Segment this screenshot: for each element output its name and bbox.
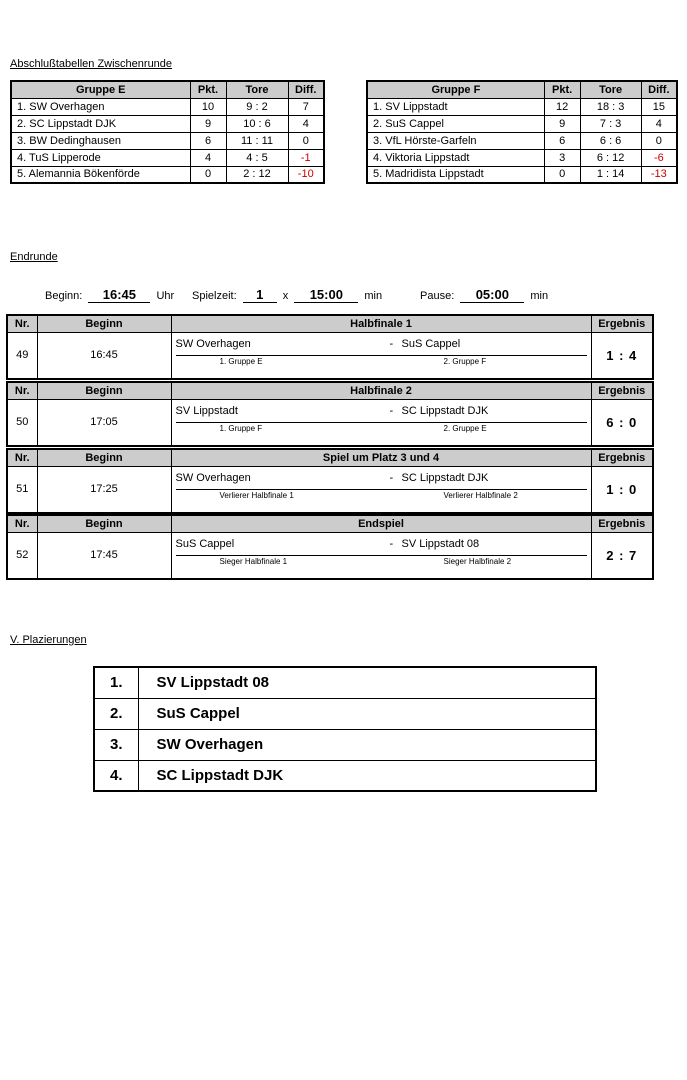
match4-nr: 52 — [7, 532, 37, 579]
spielzeit-value[interactable]: 15:00 — [294, 287, 358, 303]
group-f-tore-2: 7 : 3 — [580, 115, 641, 132]
placement-team-1: SV Lippstadt 08 — [138, 667, 596, 698]
group-e-team-2: 2. SC Lippstadt DJK — [11, 115, 190, 132]
match4-beginn: 17:45 — [37, 532, 171, 579]
placement-rank-3: 3. — [94, 729, 138, 760]
group-f-pkt-2: 9 — [544, 115, 580, 132]
group-f-team-2: 2. SuS Cappel — [367, 115, 544, 132]
match2-away-team: SC Lippstadt DJK — [401, 404, 489, 417]
match1-away-qualifier: 2. Gruppe F — [443, 356, 487, 366]
group-e-team-4: 4. TuS Lipperode — [11, 149, 190, 166]
table-row — [11, 149, 324, 166]
match3-qualifiers — [176, 489, 587, 510]
group-f-diff-2: 4 — [641, 115, 677, 132]
group-e-tore-1: 9 : 2 — [226, 98, 288, 115]
group-f-tore-5: 1 : 14 — [580, 166, 641, 183]
match2-pairing — [171, 399, 591, 446]
group-f-diff-3: 0 — [641, 132, 677, 149]
match1-result[interactable]: 1 : 4 — [591, 332, 653, 379]
match3-dash: - — [389, 471, 394, 484]
match3-header-nr: Nr. — [7, 449, 37, 466]
match3-title: Spiel um Platz 3 und 4 — [171, 449, 591, 466]
placements-table — [93, 666, 597, 792]
match2-away-qualifier: 2. Gruppe E — [443, 423, 487, 433]
spielzeit-label: Spielzeit: — [192, 290, 237, 302]
match1-home-qualifier: 1. Gruppe E — [219, 356, 263, 366]
match2-title: Halbfinale 2 — [171, 382, 591, 399]
match3-home-team: SW Overhagen — [175, 471, 251, 484]
list-item — [94, 667, 596, 698]
section-title-endrunde: Endrunde — [10, 251, 58, 263]
group-e-pkt-1: 10 — [190, 98, 226, 115]
group-f-header-pkt: Pkt. — [544, 81, 580, 98]
match4-header-ergebnis: Ergebnis — [591, 515, 653, 532]
match3-beginn: 17:25 — [37, 466, 171, 513]
match3-away-team: SC Lippstadt DJK — [401, 471, 489, 484]
pause-label: Pause: — [420, 290, 455, 302]
placement-rank-4: 4. — [94, 760, 138, 791]
group-e-pkt-3: 6 — [190, 132, 226, 149]
group-e-pkt-5: 0 — [190, 166, 226, 183]
match4-pairing — [171, 532, 591, 579]
table-row — [367, 149, 677, 166]
table-row — [367, 98, 677, 115]
placement-team-4: SC Lippstadt DJK — [138, 760, 596, 791]
group-e-pkt-4: 4 — [190, 149, 226, 166]
placement-team-3: SW Overhagen — [138, 729, 596, 760]
group-e-diff-5: -10 — [288, 166, 324, 183]
match-body-row — [7, 466, 653, 513]
uhr-label: Uhr — [156, 290, 175, 302]
match1-pairing — [171, 332, 591, 379]
group-f-tore-3: 6 : 6 — [580, 132, 641, 149]
match-table-halbfinale-1 — [6, 314, 654, 380]
list-item — [94, 760, 596, 791]
group-e-pkt-2: 9 — [190, 115, 226, 132]
match1-dash: - — [389, 337, 394, 350]
group-e-tore-5: 2 : 12 — [226, 166, 288, 183]
spielzeit-count[interactable]: 1 — [243, 287, 277, 303]
match-header-row — [7, 315, 653, 332]
table-row — [367, 132, 677, 149]
group-f-pkt-3: 6 — [544, 132, 580, 149]
match2-teams — [172, 400, 591, 422]
group-e-tore-2: 10 : 6 — [226, 115, 288, 132]
match1-header-beginn: Beginn — [37, 315, 171, 332]
spielzeit-multiplier: x — [282, 290, 289, 302]
list-item — [94, 698, 596, 729]
group-e-diff-2: 4 — [288, 115, 324, 132]
match2-beginn: 17:05 — [37, 399, 171, 446]
match2-dash: - — [389, 404, 394, 417]
table-row — [11, 166, 324, 183]
min-label-2: min — [530, 290, 549, 302]
match-table-endspiel — [6, 514, 654, 580]
section-title-plazierungen: V. Plazierungen — [10, 634, 87, 646]
group-e-tore-4: 4 : 5 — [226, 149, 288, 166]
match2-home-qualifier: 1. Gruppe F — [219, 423, 263, 433]
match3-nr: 51 — [7, 466, 37, 513]
match-header-row — [7, 515, 653, 532]
match1-beginn: 16:45 — [37, 332, 171, 379]
beginn-group — [45, 287, 174, 303]
match4-home-qualifier: Sieger Halbfinale 1 — [219, 556, 288, 566]
group-f-team-3: 3. VfL Hörste-Garfeln — [367, 132, 544, 149]
group-e-diff-1: 7 — [288, 98, 324, 115]
match2-header-ergebnis: Ergebnis — [591, 382, 653, 399]
placement-team-2: SuS Cappel — [138, 698, 596, 729]
match3-home-qualifier: Verlierer Halbfinale 1 — [219, 490, 294, 500]
endrunde-settings — [10, 285, 670, 307]
beginn-value[interactable]: 16:45 — [88, 287, 150, 303]
match2-qualifiers — [176, 422, 587, 443]
match4-away-qualifier: Sieger Halbfinale 2 — [443, 556, 512, 566]
group-f-header-tore: Tore — [580, 81, 641, 98]
group-e-header-row — [11, 81, 324, 98]
match3-header-beginn: Beginn — [37, 449, 171, 466]
group-f-tore-4: 6 : 12 — [580, 149, 641, 166]
group-f-tore-1: 18 : 3 — [580, 98, 641, 115]
section-title-abschlusstabellen: Abschlußtabellen Zwischenrunde — [10, 58, 173, 70]
group-e-team-5: 5. Alemannia Bökenförde — [11, 166, 190, 183]
match1-nr: 49 — [7, 332, 37, 379]
group-f-team-4: 4. Viktoria Lippstadt — [367, 149, 544, 166]
match3-pairing — [171, 466, 591, 513]
group-f-team-1: 1. SV Lippstadt — [367, 98, 544, 115]
group-f-header-diff: Diff. — [641, 81, 677, 98]
group-f-pkt-1: 12 — [544, 98, 580, 115]
group-f-pkt-5: 0 — [544, 166, 580, 183]
match-table-halbfinale-2 — [6, 381, 654, 447]
match1-away-team: SuS Cappel — [401, 337, 461, 350]
match4-pairing-inner — [172, 533, 591, 578]
match4-result[interactable]: 2 : 7 — [591, 532, 653, 579]
group-f-pkt-4: 3 — [544, 149, 580, 166]
match3-pairing-inner — [172, 467, 591, 512]
group-f-header-row — [367, 81, 677, 98]
match4-teams — [172, 533, 591, 555]
match4-away-team: SV Lippstadt 08 — [401, 537, 480, 550]
group-e-title: Gruppe E — [11, 81, 190, 98]
group-e-tore-3: 11 : 11 — [226, 132, 288, 149]
group-e-header-tore: Tore — [226, 81, 288, 98]
match2-result[interactable]: 6 : 0 — [591, 399, 653, 446]
match2-header-nr: Nr. — [7, 382, 37, 399]
table-row — [11, 115, 324, 132]
group-e-diff-3: 0 — [288, 132, 324, 149]
group-e-diff-4: -1 — [288, 149, 324, 166]
match3-result[interactable]: 1 : 0 — [591, 466, 653, 513]
group-e-header-pkt: Pkt. — [190, 81, 226, 98]
match3-header-ergebnis: Ergebnis — [591, 449, 653, 466]
group-e-team-3: 3. BW Dedinghausen — [11, 132, 190, 149]
placement-rank-2: 2. — [94, 698, 138, 729]
match-header-row — [7, 449, 653, 466]
match1-qualifiers — [176, 355, 587, 376]
group-f-title: Gruppe F — [367, 81, 544, 98]
match2-nr: 50 — [7, 399, 37, 446]
group-f-diff-5: -13 — [641, 166, 677, 183]
pause-group — [420, 287, 548, 303]
match4-header-nr: Nr. — [7, 515, 37, 532]
match4-dash: - — [389, 537, 394, 550]
match-table-platz-3-4 — [6, 448, 654, 514]
min-label-1: min — [364, 290, 383, 302]
list-item — [94, 729, 596, 760]
match-body-row — [7, 332, 653, 379]
match1-pairing-inner — [172, 333, 591, 378]
match1-title: Halbfinale 1 — [171, 315, 591, 332]
match4-header-beginn: Beginn — [37, 515, 171, 532]
table-row — [11, 98, 324, 115]
match3-teams — [172, 467, 591, 489]
group-table-f — [366, 80, 678, 184]
beginn-label: Beginn: — [45, 290, 83, 302]
match-body-row — [7, 532, 653, 579]
table-row — [11, 132, 324, 149]
group-f-team-5: 5. Madridista Lippstadt — [367, 166, 544, 183]
group-f-diff-1: 15 — [641, 98, 677, 115]
match4-qualifiers — [176, 555, 587, 576]
pause-value[interactable]: 05:00 — [460, 287, 524, 303]
match2-header-beginn: Beginn — [37, 382, 171, 399]
table-row — [367, 166, 677, 183]
match4-home-team: SuS Cappel — [175, 537, 235, 550]
match4-title: Endspiel — [171, 515, 591, 532]
group-e-team-1: 1. SW Overhagen — [11, 98, 190, 115]
match1-home-team: SW Overhagen — [175, 337, 251, 350]
table-row — [367, 115, 677, 132]
placement-rank-1: 1. — [94, 667, 138, 698]
match1-teams — [172, 333, 591, 355]
group-f-diff-4: -6 — [641, 149, 677, 166]
match1-header-ergebnis: Ergebnis — [591, 315, 653, 332]
match-header-row — [7, 382, 653, 399]
group-e-header-diff: Diff. — [288, 81, 324, 98]
match-body-row — [7, 399, 653, 446]
match2-pairing-inner — [172, 400, 591, 445]
match1-header-nr: Nr. — [7, 315, 37, 332]
spielzeit-group — [192, 287, 382, 303]
group-table-e — [10, 80, 325, 184]
match3-away-qualifier: Verlierer Halbfinale 2 — [443, 490, 518, 500]
match2-home-team: SV Lippstadt — [175, 404, 238, 417]
